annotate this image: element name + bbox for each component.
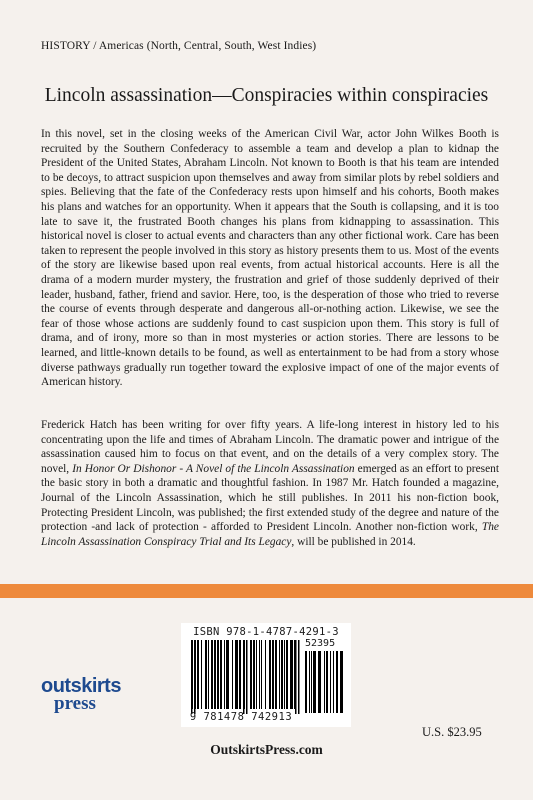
barcode-digits: 9 781478 742913 — [189, 711, 293, 723]
synopsis-paragraph: In this novel, set in the closing weeks of the American Civil War, actor John Wilkes Booth is recruited by the Southern Confederacy to assemble a team and develop a plan to kidnap the President of the United States, Abraham Lincoln. Not known to Booth is that his team are intended to be decoys, to attract suspicion upon themselves and away from similar plots by rebel soldiers and spies. Believing that the fate of the Confederacy rests upon himself and his cohorts, Booth makes his plans and watches for an opportunity. When it appears that the South is collapsing, and it is too late to save it, the frustrated Booth changes his plans from kidnapping to assassination. This historical novel is closer to actual events and characters than any other fictional work. Care has been taken to represent the people involved in this story as history presents them to us. Most of the events of the story are likewise based upon real events, from actual historical accounts. Here is all the drama of a modern murder mystery, the frustration and grief of those suddenly deprived of their leader, husband, father, friend and savior. Here, too, is the desperation of those who tried to reverse the course of events through desperate and dangerous all-or-nothing action. Likewise, we see the fear of those whose actions are suddenly found to cast suspicion upon them. This story is full of drama, and of irony, more so than in most mysteries or action stories. There are lessons to be learned, and little-known details to be found, as well as entertainment to be had from a story whose diverse pathways gradually run together toward the explosive impact of one of the major events of American history. — [41, 128, 499, 389]
logo-word-bottom: press — [54, 693, 96, 714]
logo-word-top: outskirts — [41, 675, 121, 697]
bio-text-1: Frederick Hatch has been writing for over fifty years. A life-long interest in history led to his concentrating upon the life and times of Abraham Lincoln. The dramatic power and intrigue of the assassination caused him to focus on that event, and on the details of a very complex story. The novel, — [41, 419, 499, 475]
trial-book-title: The Lincoln Assassination Conspiracy Trial and Its Legacy — [41, 521, 499, 548]
barcode-supplement: 52395 — [305, 638, 336, 649]
price: U.S. $23.95 — [422, 725, 482, 739]
novel-title: In Honor Or Dishonor - A Novel of the Lincoln Assassination — [72, 462, 355, 475]
orange-band — [0, 584, 533, 598]
bio-text-3: , will be published in 2014. — [291, 535, 416, 548]
barcode — [181, 623, 351, 727]
category-line: HISTORY / Americas (North, Central, South, West Indies) — [41, 40, 317, 52]
publisher-website: OutskirtsPress.com — [210, 742, 323, 757]
author-bio-paragraph — [41, 418, 499, 549]
bio-text-2: emerged as an effort to present the basic story in both a dramatic and thoughtful fashion. In 1987 Mr. Hatch founded a magazine, Journal of the Lincoln Assassination, which he still publishes. In 2011 his non-fiction book, Protecting President Lincoln, was published; the first extended study of the degree and nature of the protection -and lack of protection - afforded to President Lincoln. Another non-fiction work, — [41, 462, 499, 534]
headline: Lincoln assassination—Conspiracies within conspiracies — [44, 85, 489, 106]
publisher-logo — [41, 675, 123, 720]
isbn-label: ISBN 978-1-4787-4291-3 — [193, 626, 339, 638]
